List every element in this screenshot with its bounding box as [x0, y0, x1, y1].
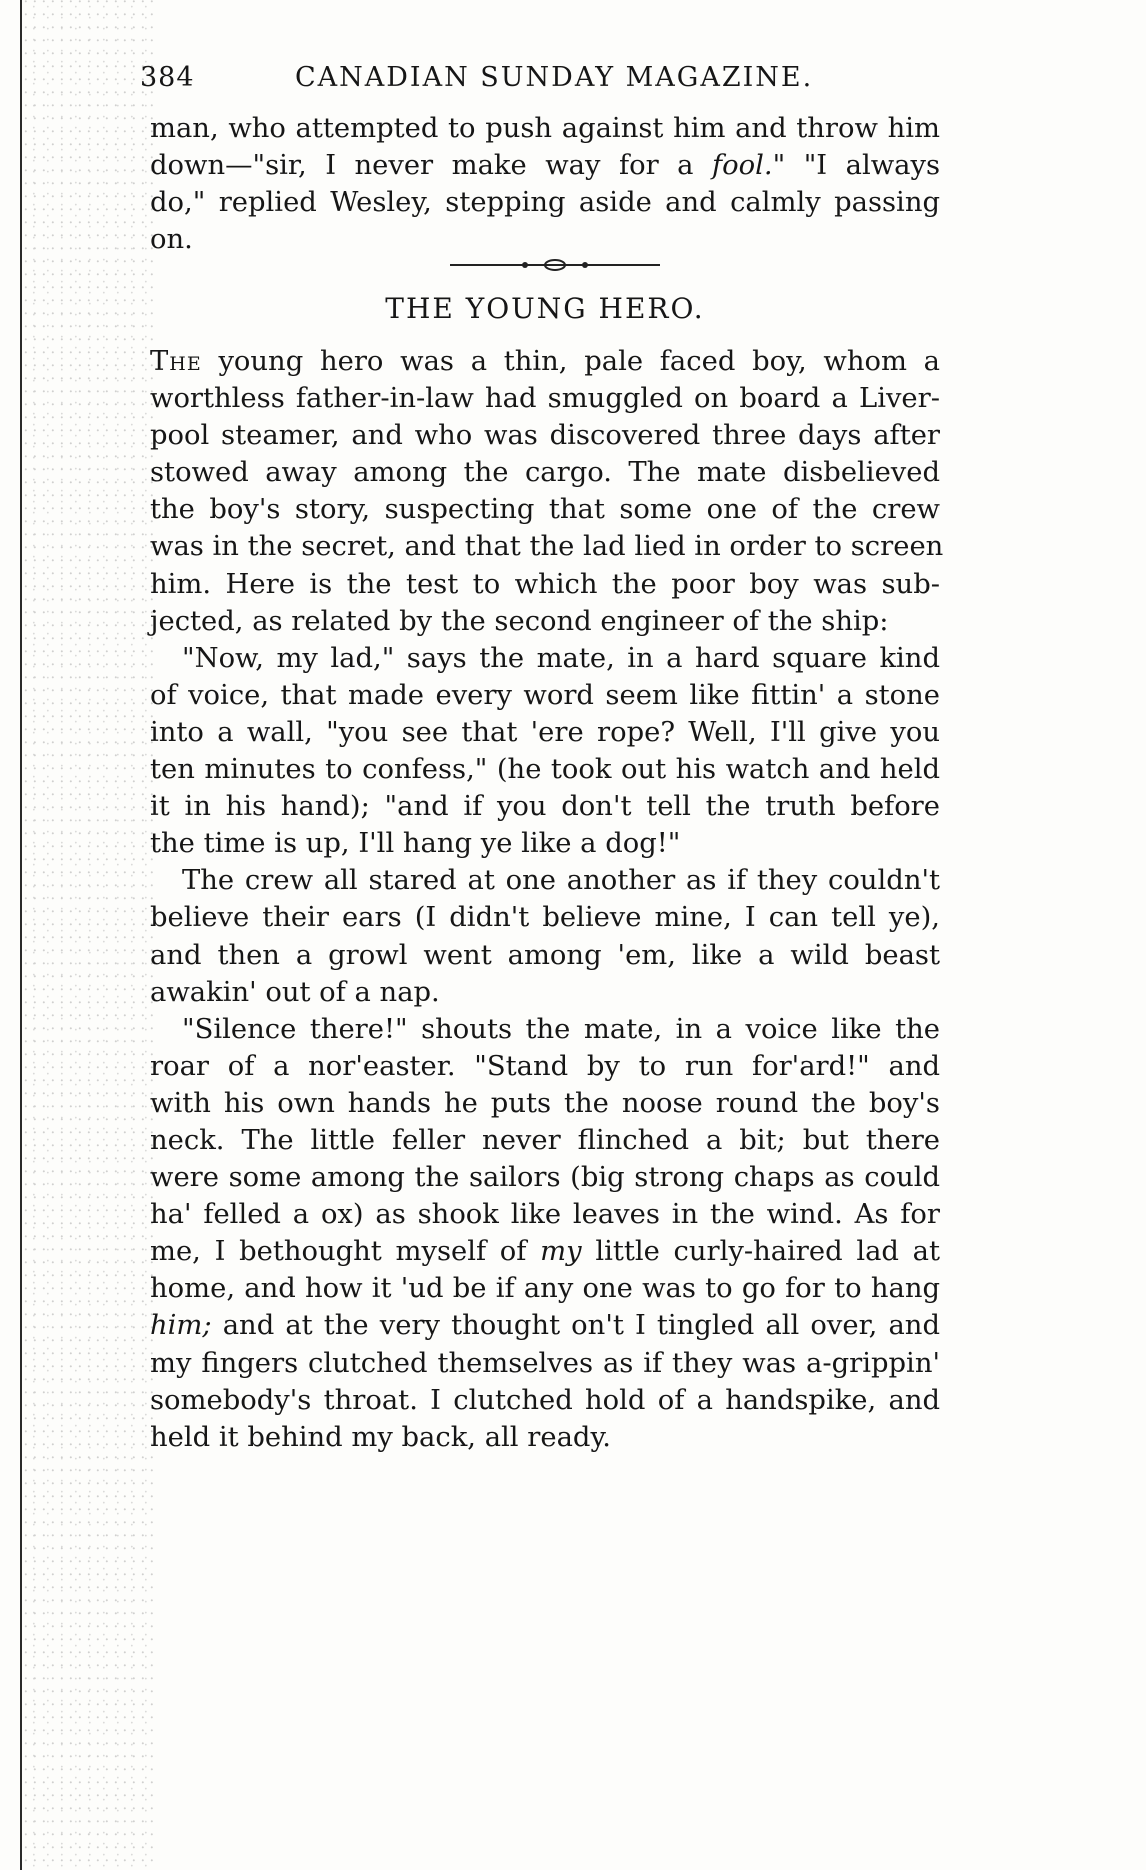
text-line — [150, 343, 940, 380]
text-span: me, I bethought myself of — [150, 1236, 527, 1268]
story-body — [150, 343, 944, 1456]
text-line: awakin' out of a nap. — [150, 976, 440, 1008]
text-line: do," replied Wesley, stepping aside and calmly passing — [150, 187, 940, 219]
magazine-title: CANADIAN SUNDAY MAGAZINE. — [295, 62, 814, 93]
text-line: roar of a nor'easter. "Stand by to run for'ard!" and — [150, 1050, 940, 1082]
drop-word: The — [150, 346, 202, 377]
text-line — [150, 147, 940, 184]
italic-word: fool. — [712, 150, 773, 182]
text-line: held it behind my back, all ready. — [150, 1421, 611, 1453]
text-line: jected, as related by the second engineer of the ship: — [150, 605, 889, 637]
text-span: young hero was a thin, pale faced boy, whom a — [218, 346, 940, 377]
intro-paragraph — [150, 110, 940, 258]
text-line: my fingers clutched themselves as if they was a-grippin' — [150, 1347, 940, 1379]
section-title: THE YOUNG HERO. — [385, 292, 705, 325]
text-line: "Silence there!" shouts the mate, in a voice like the — [182, 1013, 940, 1045]
text-line: neck. The little feller never flinched a bit; but there — [150, 1124, 940, 1156]
page-edge-rule — [20, 0, 22, 1870]
italic-word: him; — [150, 1310, 212, 1342]
italic-word: my — [540, 1236, 582, 1268]
text-line: the boy's story, suspecting that some one of the crew — [150, 494, 940, 526]
text-line: it in his hand); "and if you don't tell the truth before — [150, 791, 940, 823]
text-line — [150, 1233, 940, 1270]
text-span: and at the very thought on't I tingled all over, and — [211, 1310, 940, 1342]
text-line: was in the secret, and that the lad lied in order to screen — [150, 531, 944, 563]
text-line: believe their ears (I didn't believe mine, I can tell ye), — [150, 902, 940, 934]
text-line: home, and how it 'ud be if any one was to go for to hang — [150, 1273, 940, 1305]
text-line: the time is up, I'll hang ye like a dog!" — [150, 828, 681, 860]
text-line — [150, 1307, 940, 1344]
text-line: The crew all stared at one another as if they couldn't — [182, 865, 940, 897]
page-number: 384 — [140, 62, 195, 93]
text-line: with his own hands he puts the noose round the boy's — [150, 1087, 940, 1119]
text-line: stowed away among the cargo. The mate disbelieved — [150, 457, 940, 489]
text-line: on. — [150, 224, 193, 256]
section-divider-ornament — [450, 255, 660, 275]
text-line: into a wall, "you see that 'ere rope? Well, I'll give you — [150, 716, 940, 748]
text-line: man, who attempted to push against him and throw him — [150, 113, 940, 144]
text-span: down—"sir, I never make way for a fool." "I always — [150, 150, 941, 182]
text-line: ha' felled a ox) as shook like leaves in the wind. As for — [150, 1199, 940, 1231]
text-line: him. Here is the test to which the poor boy was sub- — [150, 568, 940, 600]
text-span: little curly-haired lad at — [595, 1236, 940, 1268]
scan-noise — [24, 0, 154, 1870]
text-line: and then a growl went among 'em, like a wild beast — [150, 939, 940, 971]
text-line: of voice, that made every word seem like fittin' a stone — [150, 679, 940, 711]
text-line: worthless father-in-law had smuggled on board a Liver- — [150, 383, 940, 415]
text-line: "Now, my lad," says the mate, in a hard square kind — [182, 642, 940, 674]
text-line: pool steamer, and who was discovered three days after — [150, 420, 940, 452]
text-line: somebody's throat. I clutched hold of a handspike, and — [150, 1384, 940, 1416]
text-line: were some among the sailors (big strong chaps as could — [150, 1162, 940, 1194]
text-line: ten minutes to confess," (he took out his watch and held — [150, 754, 940, 786]
